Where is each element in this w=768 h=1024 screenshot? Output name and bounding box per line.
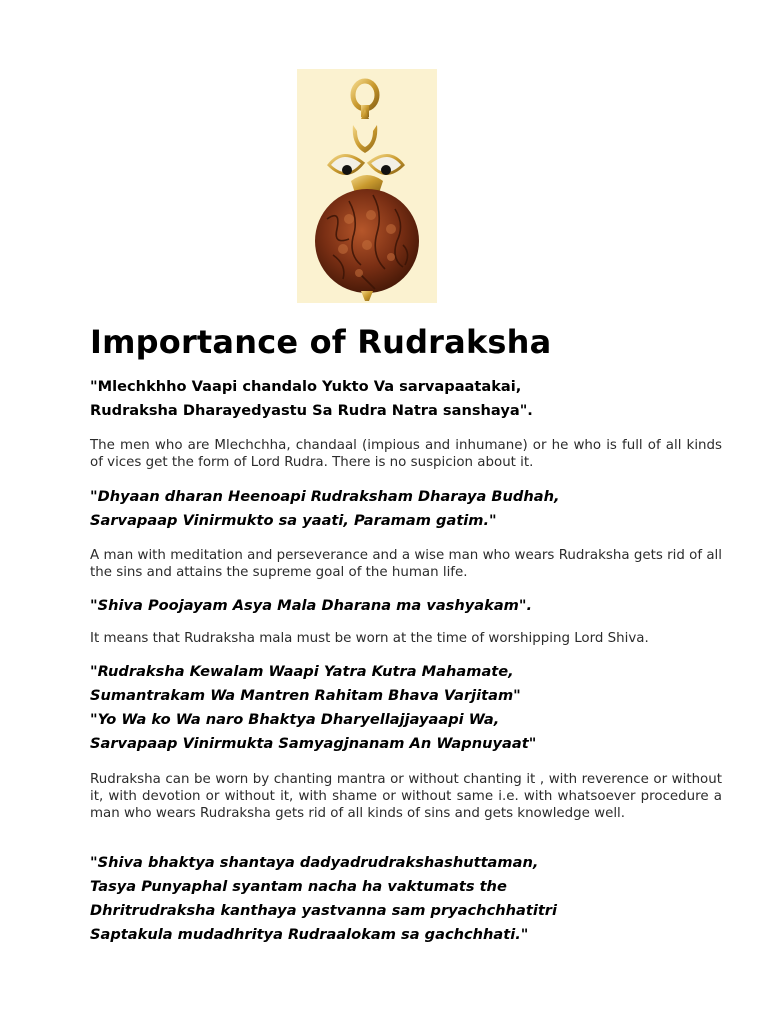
verse-line: Rudraksha Dharayedyastu Sa Rudra Natra sanshaya". <box>90 402 533 419</box>
verse-5 <box>90 851 557 947</box>
verse-4 <box>90 660 536 756</box>
verse-line: Saptakula mudadhritya Rudraalokam sa gachchhati." <box>90 926 529 943</box>
verse-line: Sumantrakam Wa Mantren Rahitam Bhava Varjitam" <box>90 687 521 704</box>
verse-line: "Mlechkhho Vaapi chandalo Yukto Va sarvapaatakai, <box>90 378 522 395</box>
verse-line: Tasya Punyaphal syantam nacha ha vaktumats the <box>90 878 507 895</box>
verse-line: "Shiva Poojayam Asya Mala Dharana ma vashyakam". <box>90 597 533 614</box>
rudraksha-pendant-icon <box>297 69 437 303</box>
paragraph-4: Rudraksha can be worn by chanting mantra or without chanting it , with reverence or without it, with devotion or without it, with shame or without same i.e. with whatsoever procedure a man who wears Rudraksha gets rid of all kinds of sins and gets knowledge well. <box>90 772 722 821</box>
verse-line: "Dhyaan dharan Heenoapi Rudraksham Dharaya Budhah, <box>90 488 560 505</box>
page-title: Importance of Rudraksha <box>90 323 552 361</box>
rudraksha-pendant-image <box>297 69 437 303</box>
verse-line: "Yo Wa ko Wa naro Bhaktya Dharyellajjayaapi Wa, <box>90 711 500 728</box>
paragraph-3: It means that Rudraksha mala must be worn at the time of worshipping Lord Shiva. <box>90 631 649 646</box>
verse-line: Sarvapaap Vinirmukto sa yaati, Paramam gatim." <box>90 512 497 529</box>
verse-1 <box>90 375 533 423</box>
verse-line: Sarvapaap Vinirmukta Samyagjnanam An Wapnuyaat" <box>90 735 537 752</box>
verse-2 <box>90 485 560 533</box>
paragraph-2: A man with meditation and perseverance and a wise man who wears Rudraksha gets rid of all the sins and attains the supreme goal of the human life. <box>90 548 722 580</box>
paragraph-1: The men who are Mlechchha, chandaal (impious and inhumane) or he who is full of all kinds of vices get the form of Lord Rudra. There is no suspicion about it. <box>90 438 722 470</box>
verse-line: "Rudraksha Kewalam Waapi Yatra Kutra Mahamate, <box>90 663 514 680</box>
verse-line: "Shiva bhaktya shantaya dadyadrudrakshashuttaman, <box>90 854 539 871</box>
verse-line: Dhritrudraksha kanthaya yastvanna sam pryachchhatitri <box>90 902 558 919</box>
verse-3 <box>90 594 532 618</box>
